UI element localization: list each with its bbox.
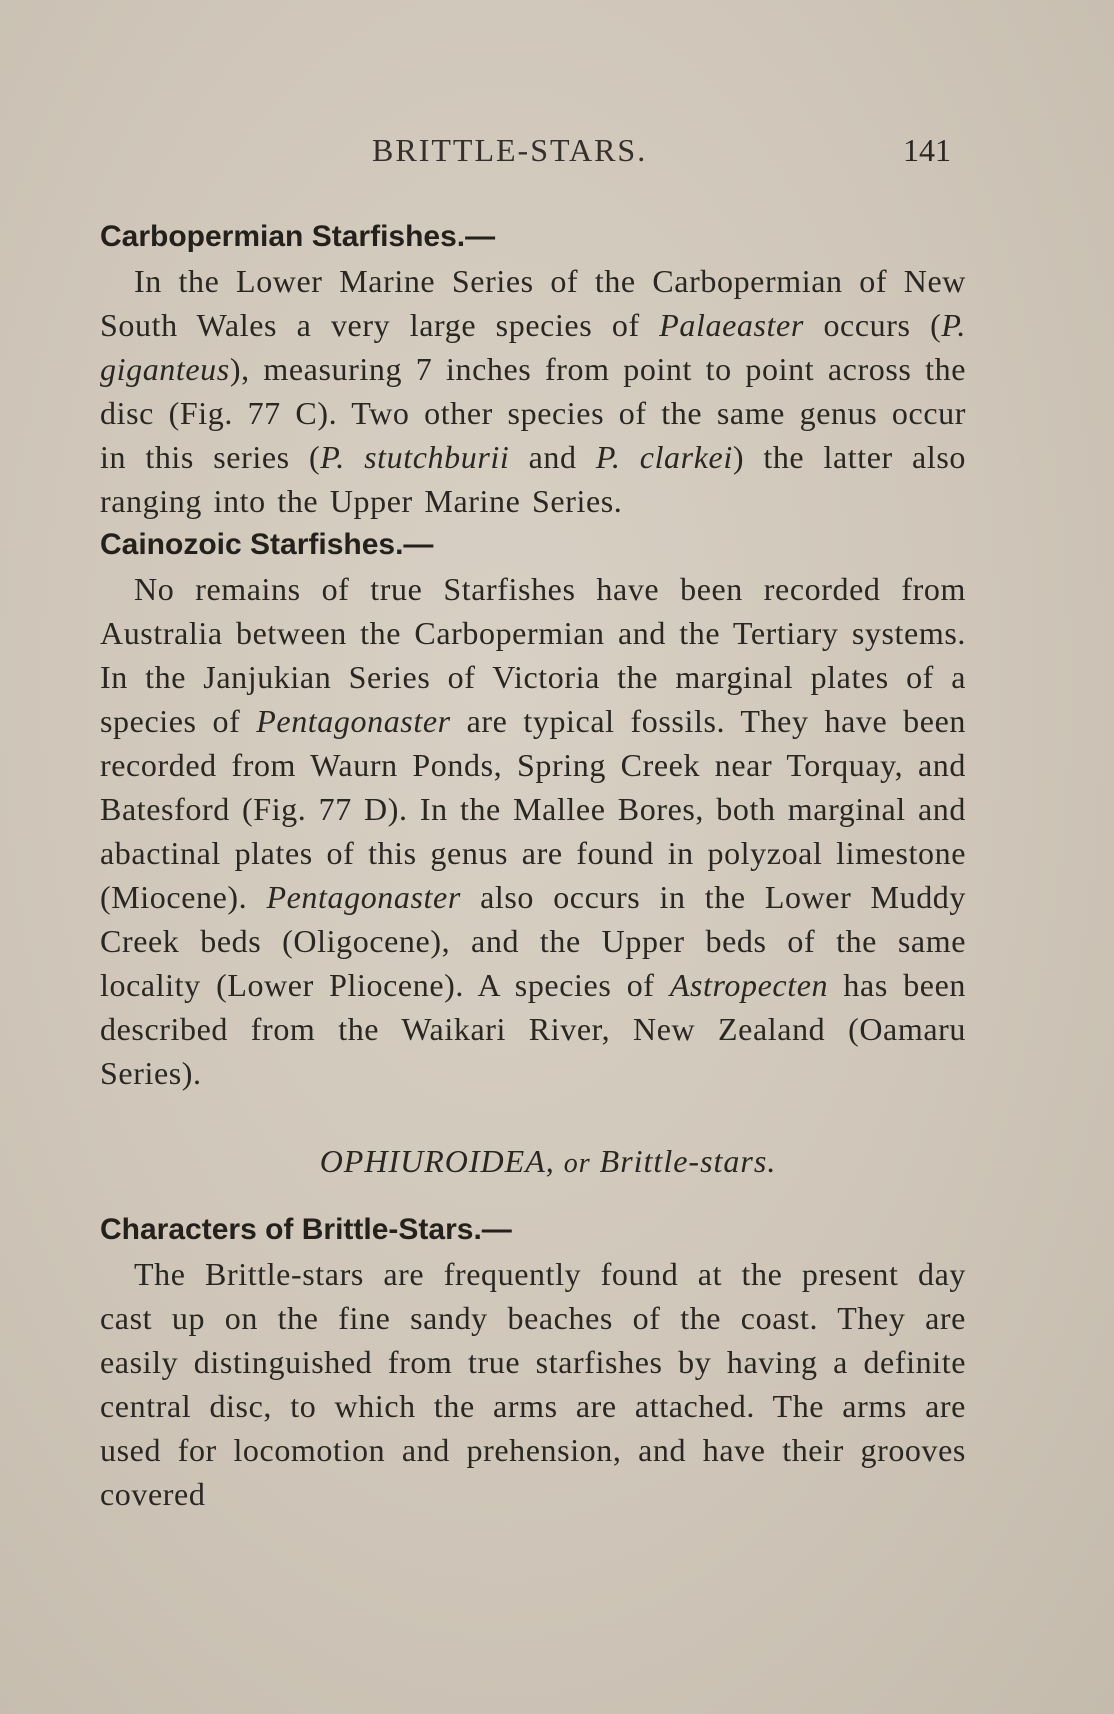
italic-term: Pentagonaster [266, 879, 461, 915]
page-number: 141 [903, 132, 951, 168]
italic-term: Astropecten [669, 967, 829, 1003]
section-title-ophiuroidea [100, 1139, 966, 1186]
text-run: has been described from the Waikari River, New Zealand (Oamaru Series). [100, 967, 966, 1091]
section-title-main: OPHIUROIDEA, [319, 1143, 555, 1179]
section-heading-characters: Characters of Brittle-Stars.— [100, 1213, 512, 1246]
paragraph-cainozoic [100, 567, 966, 1095]
text-run: ), measuring 7 inches from point to point across the disc (Fig. 77 C). Two other species of the same genus occur in this series ( [100, 351, 966, 475]
section-heading-carbopermian: Carbopermian Starfishes.— [100, 220, 496, 253]
text-run: In the Lower Marine Series of the Carbopermian of New South Wales a very large species of [100, 263, 966, 343]
italic-term: Pentagonaster [256, 703, 451, 739]
italic-term: P. giganteus [100, 307, 966, 387]
section-title-sub: Brittle-stars. [599, 1143, 777, 1179]
running-title: BRITTLE-STARS. [372, 132, 648, 168]
text-run: and [509, 439, 596, 475]
paragraph-carbopermian [100, 259, 966, 523]
text-run: ) the latter also ranging into the Upper Marine Series. [100, 439, 967, 519]
text-run: No remains of true Starfishes have been recorded from Australia between the Carbopermian and the Tertiary systems. In the Janjukian Series of Victoria the marginal plates of a species of [100, 571, 966, 739]
running-head [0, 132, 1114, 172]
text-run: occurs ( [803, 307, 942, 343]
section-title-conjunction: or [563, 1148, 591, 1179]
italic-term: Palaeaster [659, 307, 804, 343]
italic-term: P. stutchburii [320, 439, 510, 475]
paragraph-characters [100, 1252, 966, 1516]
italic-term: P. clarkei [595, 439, 733, 475]
text-run: are typical fossils. They have been recorded from Waurn Ponds, Spring Creek near Torquay, and Batesford (Fig. 77 D). In the Mallee Bores, both marginal and abactinal plates of this genus are found in polyzoal limestone (Miocene). [100, 703, 966, 915]
page-body [100, 215, 966, 1516]
section-heading-cainozoic: Cainozoic Starfishes.— [100, 528, 434, 561]
text-run: also occurs in the Lower Muddy Creek beds (Oligocene), and the Upper beds of the same locality (Lower Pliocene). A species of [100, 879, 966, 1003]
text-run: The Brittle-stars are frequently found at the present day cast up on the fine sandy beaches of the coast. They are easily distinguished from true starfishes by having a definite central disc, to which the arms are attached. The arms are used for locomotion and prehension, and have their grooves covered [100, 1256, 966, 1512]
